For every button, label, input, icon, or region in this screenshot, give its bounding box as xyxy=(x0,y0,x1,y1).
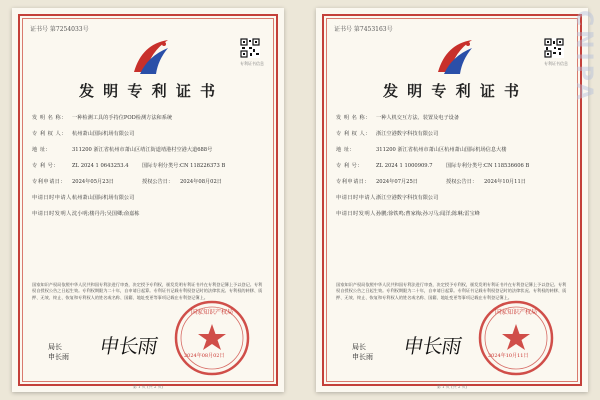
cnipa-emblem-icon xyxy=(128,34,174,80)
officer-block xyxy=(352,342,373,362)
inventor-row xyxy=(32,210,266,226)
address: 311200 浙江省杭州市萧山区靖江街道靖港村空港大道688号 xyxy=(72,147,213,153)
page-number: 第 1 页 (共 2 页) xyxy=(132,384,164,389)
field-label: 专 利 号： xyxy=(32,163,60,169)
inventors: 沈小明;楼丹丹;吴国卿;俞嘉栋 xyxy=(72,211,140,217)
patent-certificate-left xyxy=(12,8,284,392)
certificate-title: 发 明 专 利 证 书 xyxy=(382,82,522,100)
field-label: 授权公告日： xyxy=(142,179,174,185)
field-label: 申请日时申请人： xyxy=(32,195,78,201)
address-row xyxy=(336,146,570,162)
official-seal-icon xyxy=(172,298,252,378)
qr-caption: 专利证书信息 xyxy=(544,61,568,66)
cnipa-emblem-icon xyxy=(432,34,478,80)
patentee-row xyxy=(32,130,266,146)
seal-date: 2024年08月02日 xyxy=(184,353,225,359)
field-label: 地 址： xyxy=(336,147,356,153)
field-label: 申请日时发明人： xyxy=(336,211,382,217)
handwritten-signature: 申长雨 xyxy=(97,334,159,358)
field-label: 专 利 权 人： xyxy=(336,131,371,137)
patent-number-row xyxy=(32,162,266,178)
field-label: 专 利 权 人： xyxy=(32,131,67,137)
officer-title: 局长 xyxy=(48,343,62,351)
patent-certificate-right xyxy=(316,8,588,392)
certificate-fields xyxy=(336,114,570,226)
officer-title: 局长 xyxy=(352,343,366,351)
address: 311200 浙江省杭州市萧山区杭州萧山国际机场信息大楼 xyxy=(376,147,507,153)
applicant-row xyxy=(32,194,266,210)
inventor-row xyxy=(336,210,570,226)
patentee: 浙江空港数字科技有限公司 xyxy=(376,131,439,137)
patentee: 杭州萧山国际机场有限公司 xyxy=(72,131,135,137)
field-label: 地 址： xyxy=(32,147,52,153)
applicant-row xyxy=(336,194,570,210)
invention-name: 一种人机交互方法、装置及电子设备 xyxy=(376,115,460,121)
applicant: 浙江空港数字科技有限公司 xyxy=(376,195,439,201)
invention-name-row xyxy=(336,114,570,130)
officer-block xyxy=(48,342,69,362)
seal-date: 2024年10月11日 xyxy=(488,353,529,359)
officer-name: 申长雨 xyxy=(352,353,373,361)
dates-row xyxy=(32,178,266,194)
patent-number-row xyxy=(336,162,570,178)
grant-date: 2024年10月11日 xyxy=(484,179,526,185)
applicant: 杭州萧山国际机场有限公司 xyxy=(72,195,135,201)
certificate-fields xyxy=(32,114,266,226)
qr-code-icon xyxy=(240,38,260,58)
classification: CN 118226373 B xyxy=(180,163,226,169)
classification: CN 118536606 B xyxy=(484,163,530,169)
svg-text:国家知识产权局: 国家知识产权局 xyxy=(494,309,538,316)
patent-number: ZL 2024 1 0643253.4 xyxy=(72,163,129,169)
svg-text:国家知识产权局: 国家知识产权局 xyxy=(190,309,234,316)
legal-notice: 国家知识产权局依照中华人民共和国专利法进行审查，决定授予专利权，颁发发明专利证书并在专利登记簿上予以登记。专利权自授权公告之日起生效。专利权期限为二十年，自申请日起算。专利证书记载专利权登记时的法律状况。专利权的转移、质押、无效、终止、恢复和专利权人的姓名或名称、国籍、地址变更等事项记载在专利登记簿上。 xyxy=(32,282,263,300)
field-label: 国际专利分类号： xyxy=(446,163,488,169)
page-number: 第 1 页 (共 2 页) xyxy=(436,384,468,389)
address-row xyxy=(32,146,266,162)
inventors: 孙鹏;徐铁鸣;曹家梅;孙习马;闻洋;陈琳;雷宝峰 xyxy=(376,211,480,217)
patentee-row xyxy=(336,130,570,146)
official-seal-icon xyxy=(476,298,556,378)
officer-name: 申长雨 xyxy=(48,353,69,361)
certificate-number: 证书号 第7254033号 xyxy=(30,26,89,33)
qr-caption: 专利证书信息 xyxy=(240,61,264,66)
field-label: 专 利 号： xyxy=(336,163,364,169)
field-label: 发 明 名 称： xyxy=(32,115,67,121)
certificate-title: 发 明 专 利 证 书 xyxy=(78,82,218,100)
field-label: 发 明 名 称： xyxy=(336,115,371,121)
invention-name-row xyxy=(32,114,266,130)
grant-date: 2024年08月02日 xyxy=(180,179,222,185)
certificate-number: 证书号 第7453163号 xyxy=(334,26,393,33)
invention-name: 一种检测工具的手持位POD检测方法和系统 xyxy=(72,115,173,121)
field-label: 申请日时申请人： xyxy=(336,195,382,201)
qr-code-icon xyxy=(544,38,564,58)
filing-date: 2024年05月23日 xyxy=(72,179,114,185)
filing-date: 2024年07月25日 xyxy=(376,179,418,185)
field-label: 授权公告日： xyxy=(446,179,478,185)
dates-row xyxy=(336,178,570,194)
field-label: 国际专利分类号： xyxy=(142,163,184,169)
handwritten-signature: 申长雨 xyxy=(401,334,463,358)
legal-notice: 国家知识产权局依照中华人民共和国专利法进行审查，决定授予专利权，颁发发明专利证书并在专利登记簿上予以登记。专利权自授权公告之日起生效。专利权期限为二十年，自申请日起算。专利证书记载专利权登记时的法律状况。专利权的转移、质押、无效、终止、恢复和专利权人的姓名或名称、国籍、地址变更等事项记载在专利登记簿上。 xyxy=(336,282,567,300)
patent-number: ZL 2024 1 1000909.7 xyxy=(376,163,433,169)
cnipa-watermark: CNIPA xyxy=(571,10,596,104)
field-label: 申请日时发明人： xyxy=(32,211,78,217)
field-label: 专利申请日： xyxy=(32,179,67,185)
field-label: 专利申请日： xyxy=(336,179,371,185)
